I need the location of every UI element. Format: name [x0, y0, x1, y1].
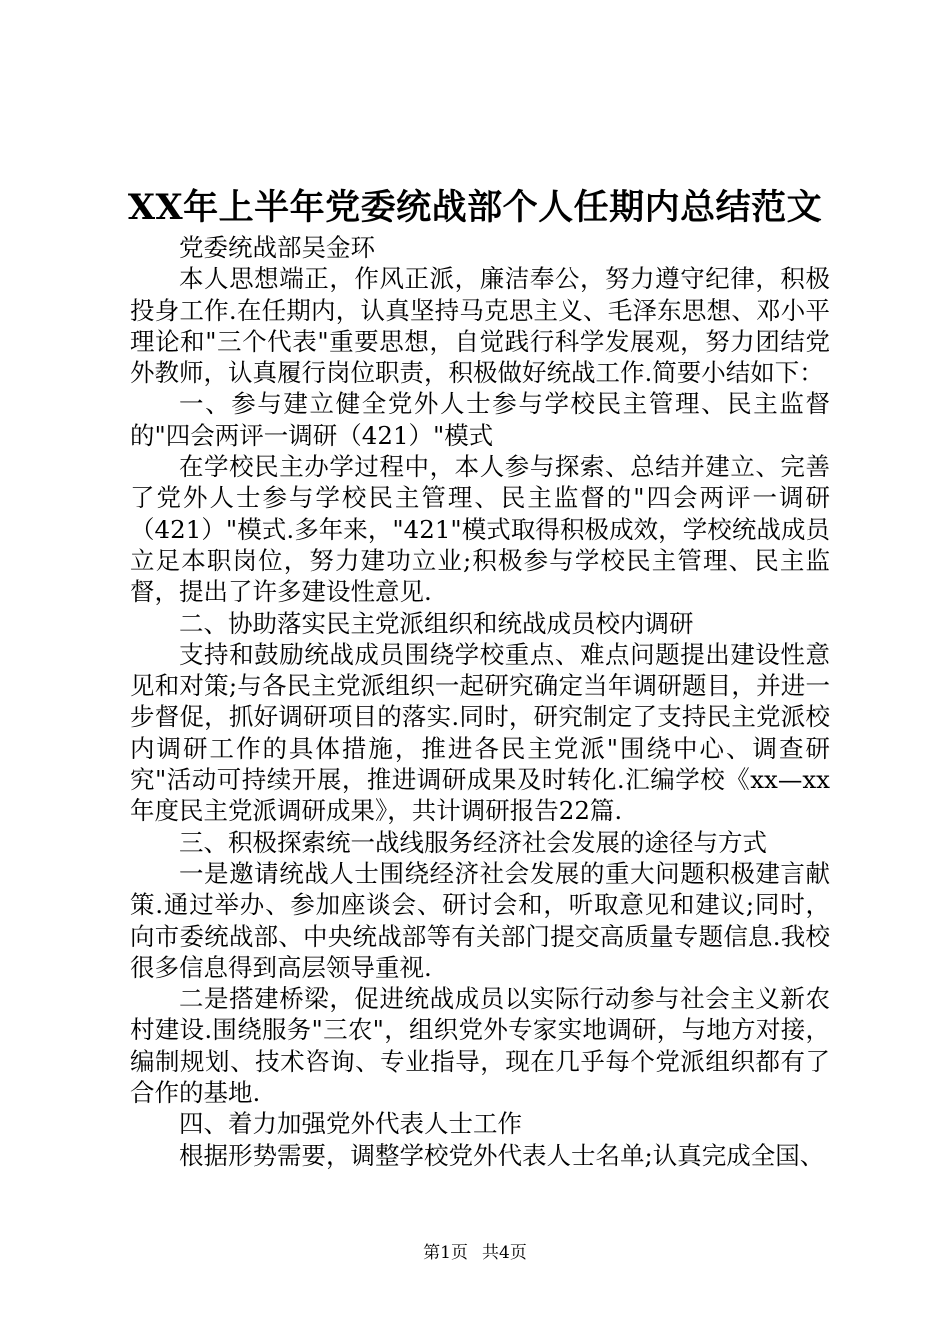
page-footer	[0, 1241, 950, 1265]
paragraph-section-3-a: 一是邀请统战人士围绕经济社会发展的重大问题积极建言献策.通过举办、参加座谈会、研讨会和，听取意见和建议;同时，向市委统战部、中央统战部等有关部门提交高质量专题信息.我校很多信息得到高层领导重视.	[130, 858, 830, 982]
page-number: 第1页	[423, 1243, 468, 1263]
document-title: XX年上半年党委统战部个人任期内总结范文	[127, 187, 823, 228]
section-heading-3: 三、积极探索统一战线服务经济社会发展的途径与方式	[179, 827, 767, 857]
paragraph-section-2: 支持和鼓励统战成员围绕学校重点、难点问题提出建设性意见和对策;与各民主党派组织一起研究确定当年调研题目，并进一步督促，抓好调研项目的落实.同时，研究制定了支持民主党派校内调研工作的具体措施，推进各民主党派"围绕中心、调查研究"活动可持续开展，推进调研成果及时转化.汇编学校《xx—xx年度民主党派调研成果》，共计调研报告22篇.	[130, 639, 830, 826]
section-heading-2: 二、协助落实民主党派组织和统战成员校内调研	[179, 608, 694, 638]
document-body	[130, 232, 830, 1171]
paragraph-intro: 本人思想端正，作风正派，廉洁奉公，努力遵守纪律，积极投身工作.在任期内，认真坚持马克思主义、毛泽东思想、邓小平理论和"三个代表"重要思想，自觉践行科学发展观，努力团结党外教师，认真履行岗位职责，积极做好统战工作.简要小结如下：	[130, 264, 830, 388]
section-heading-1: 一、参与建立健全党外人士参与学校民主管理、民主监督的"四会两评一调研（421）"模式	[130, 389, 830, 450]
page-total: 共4页	[482, 1243, 527, 1263]
section-heading-4: 四、着力加强党外代表人士工作	[179, 1109, 522, 1139]
paragraph-section-4: 根据形势需要，调整学校党外代表人士名单;认真完成全国、	[179, 1140, 825, 1170]
paragraph-section-1: 在学校民主办学过程中，本人参与探索、总结并建立、完善了党外人士参与学校民主管理、民主监督的"四会两评一调研（421）"模式.多年来，"421"模式取得积极成效，学校统战成员立足本职岗位，努力建功立业;积极参与学校民主管理、民主监督，提出了许多建设性意见.	[130, 452, 830, 607]
paragraph-section-3-b: 二是搭建桥梁，促进统战成员以实际行动参与社会主义新农村建设.围绕服务"三农"，组织党外专家实地调研，与地方对接，编制规划、技术咨询、专业指导，现在几乎每个党派组织都有了合作的基地.	[130, 984, 830, 1108]
author-line: 党委统战部吴金环	[179, 233, 375, 262]
